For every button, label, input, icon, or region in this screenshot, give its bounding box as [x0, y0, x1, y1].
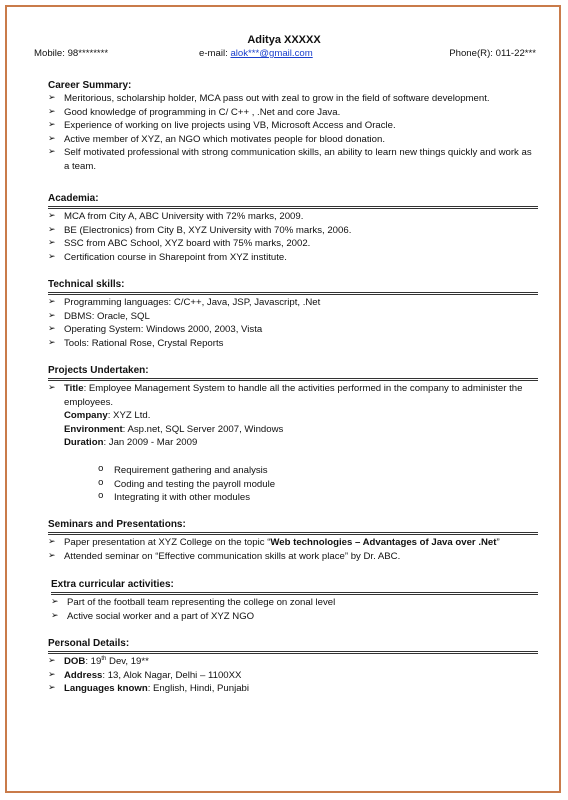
- extra-list: [51, 596, 538, 623]
- languages-label: Languages known: [64, 683, 148, 695]
- seminar-topic: Web technologies – Advantages of Java over .Net: [270, 537, 497, 548]
- project-title-text: : Employee Management System to handle all the activities performed in the company to administer the employees.: [64, 383, 523, 408]
- section-title: Extra curricular activities:: [51, 579, 174, 590]
- list-item: ➢ MCA from City A, ABC University with 72% marks, 2009.: [48, 210, 538, 224]
- candidate-name: Aditya XXXXX: [247, 34, 321, 46]
- list-item: ➢ Active social worker and a part of XYZ NGO: [51, 610, 538, 624]
- list-item: [48, 669, 538, 683]
- technical-list: [48, 296, 538, 350]
- seminar-quote: ”: [496, 537, 500, 548]
- section-title: Seminars and Presentations:: [48, 519, 186, 530]
- project-title-label: Title: [64, 383, 84, 394]
- career-summary-section: [48, 79, 538, 174]
- list-item: ➢ Programming languages: C/C++, Java, JSP, Javascript, .Net: [48, 296, 538, 310]
- task-item: o Integrating it with other modules: [98, 491, 538, 505]
- list-item: [48, 682, 538, 696]
- academia-section: [48, 192, 538, 264]
- project-tasks: [98, 464, 538, 505]
- project-item: [48, 382, 538, 505]
- section-title: Projects Undertaken:: [48, 365, 149, 376]
- company-text: : XYZ Ltd.: [107, 410, 151, 422]
- list-item: ➢ DBMS: Oracle, SQL: [48, 310, 538, 324]
- email-line: [199, 47, 313, 61]
- section-divider: [48, 532, 538, 535]
- list-item: [48, 655, 538, 669]
- dob-suffix: th: [101, 655, 107, 662]
- address-text: : 13, Alok Nagar, Delhi – 1100XX: [102, 669, 242, 681]
- personal-details-section: [48, 637, 538, 696]
- projects-section: [48, 364, 538, 505]
- section-title: Technical skills:: [48, 279, 125, 290]
- section-divider: [51, 592, 538, 595]
- project-environment: [64, 423, 538, 437]
- duration-text: : Jan 2009 - Mar 2009: [103, 437, 198, 449]
- list-item: ➢ Certification course in Sharepoint from XYZ institute.: [48, 251, 538, 265]
- list-item: ➢ SSC from ABC School, XYZ board with 75% marks, 2002.: [48, 237, 538, 251]
- list-item: ➢ Tools: Rational Rose, Crystal Reports: [48, 337, 538, 351]
- list-item: ➢ Attended seminar on “Effective communication skills at work place” by Dr. ABC.: [48, 550, 538, 564]
- phone-number: Phone(R): 011-22***: [449, 48, 536, 59]
- dob-label: DOB: [64, 656, 86, 667]
- list-item: ➢ Experience of working on live projects using VB, Microsoft Access and Oracle.: [48, 119, 538, 133]
- seminars-list: [48, 536, 538, 563]
- academia-list: [48, 210, 538, 264]
- list-item: ➢ Operating System: Windows 2000, 2003, Vista: [48, 323, 538, 337]
- seminar-text: Paper presentation at XYZ College on the topic “: [64, 537, 271, 548]
- list-item: ➢ BE (Electronics) from City B, XYZ University with 70% marks, 2006.: [48, 224, 538, 238]
- personal-list: [48, 655, 538, 696]
- project-company: [64, 409, 538, 423]
- section-divider: [48, 206, 538, 209]
- list-item: ➢ Self motivated professional with strong communication skills, an ability to learn new things quickly and work as a team.: [48, 146, 538, 173]
- dob-rest: Dev, 19**: [106, 656, 149, 667]
- seminars-section: [48, 518, 538, 563]
- project-title: [64, 382, 538, 409]
- project-duration: [64, 436, 538, 450]
- email-link[interactable]: alok***@gmail.com: [230, 48, 313, 59]
- career-list: [48, 92, 538, 174]
- task-item: o Requirement gathering and analysis: [98, 464, 538, 478]
- section-title: Academia:: [48, 193, 99, 204]
- section-title: Personal Details:: [48, 638, 130, 649]
- duration-label: Duration: [64, 437, 104, 449]
- extra-curricular-section: [51, 578, 538, 623]
- list-item: ➢ Part of the football team representing the college on zonal level: [51, 596, 538, 610]
- section-divider: [48, 378, 538, 381]
- list-item: [48, 536, 538, 550]
- mobile-number: Mobile: 98********: [34, 48, 109, 59]
- languages-text: : English, Hindi, Punjabi: [147, 683, 250, 695]
- technical-skills-section: [48, 278, 538, 350]
- task-item: o Coding and testing the payroll module: [98, 478, 538, 492]
- section-divider: [48, 651, 538, 654]
- environment-label: Environment: [64, 423, 123, 435]
- company-label: Company: [64, 410, 108, 422]
- address-label: Address: [64, 669, 103, 681]
- section-divider: [48, 292, 538, 295]
- list-item: ➢ Meritorious, scholarship holder, MCA pass out with zeal to grow in the field of software development.: [48, 92, 538, 106]
- projects-list: [48, 382, 538, 505]
- environment-text: : Asp.net, SQL Server 2007, Windows: [122, 423, 284, 435]
- section-title: Career Summary:: [48, 80, 132, 91]
- list-item: ➢ Good knowledge of programming in C/ C++ , .Net and core Java.: [48, 106, 538, 120]
- list-item: ➢ Active member of XYZ, an NGO which motivates people for blood donation.: [48, 133, 538, 147]
- email-label: e-mail:: [199, 48, 231, 59]
- dob-text: : 19: [85, 656, 102, 667]
